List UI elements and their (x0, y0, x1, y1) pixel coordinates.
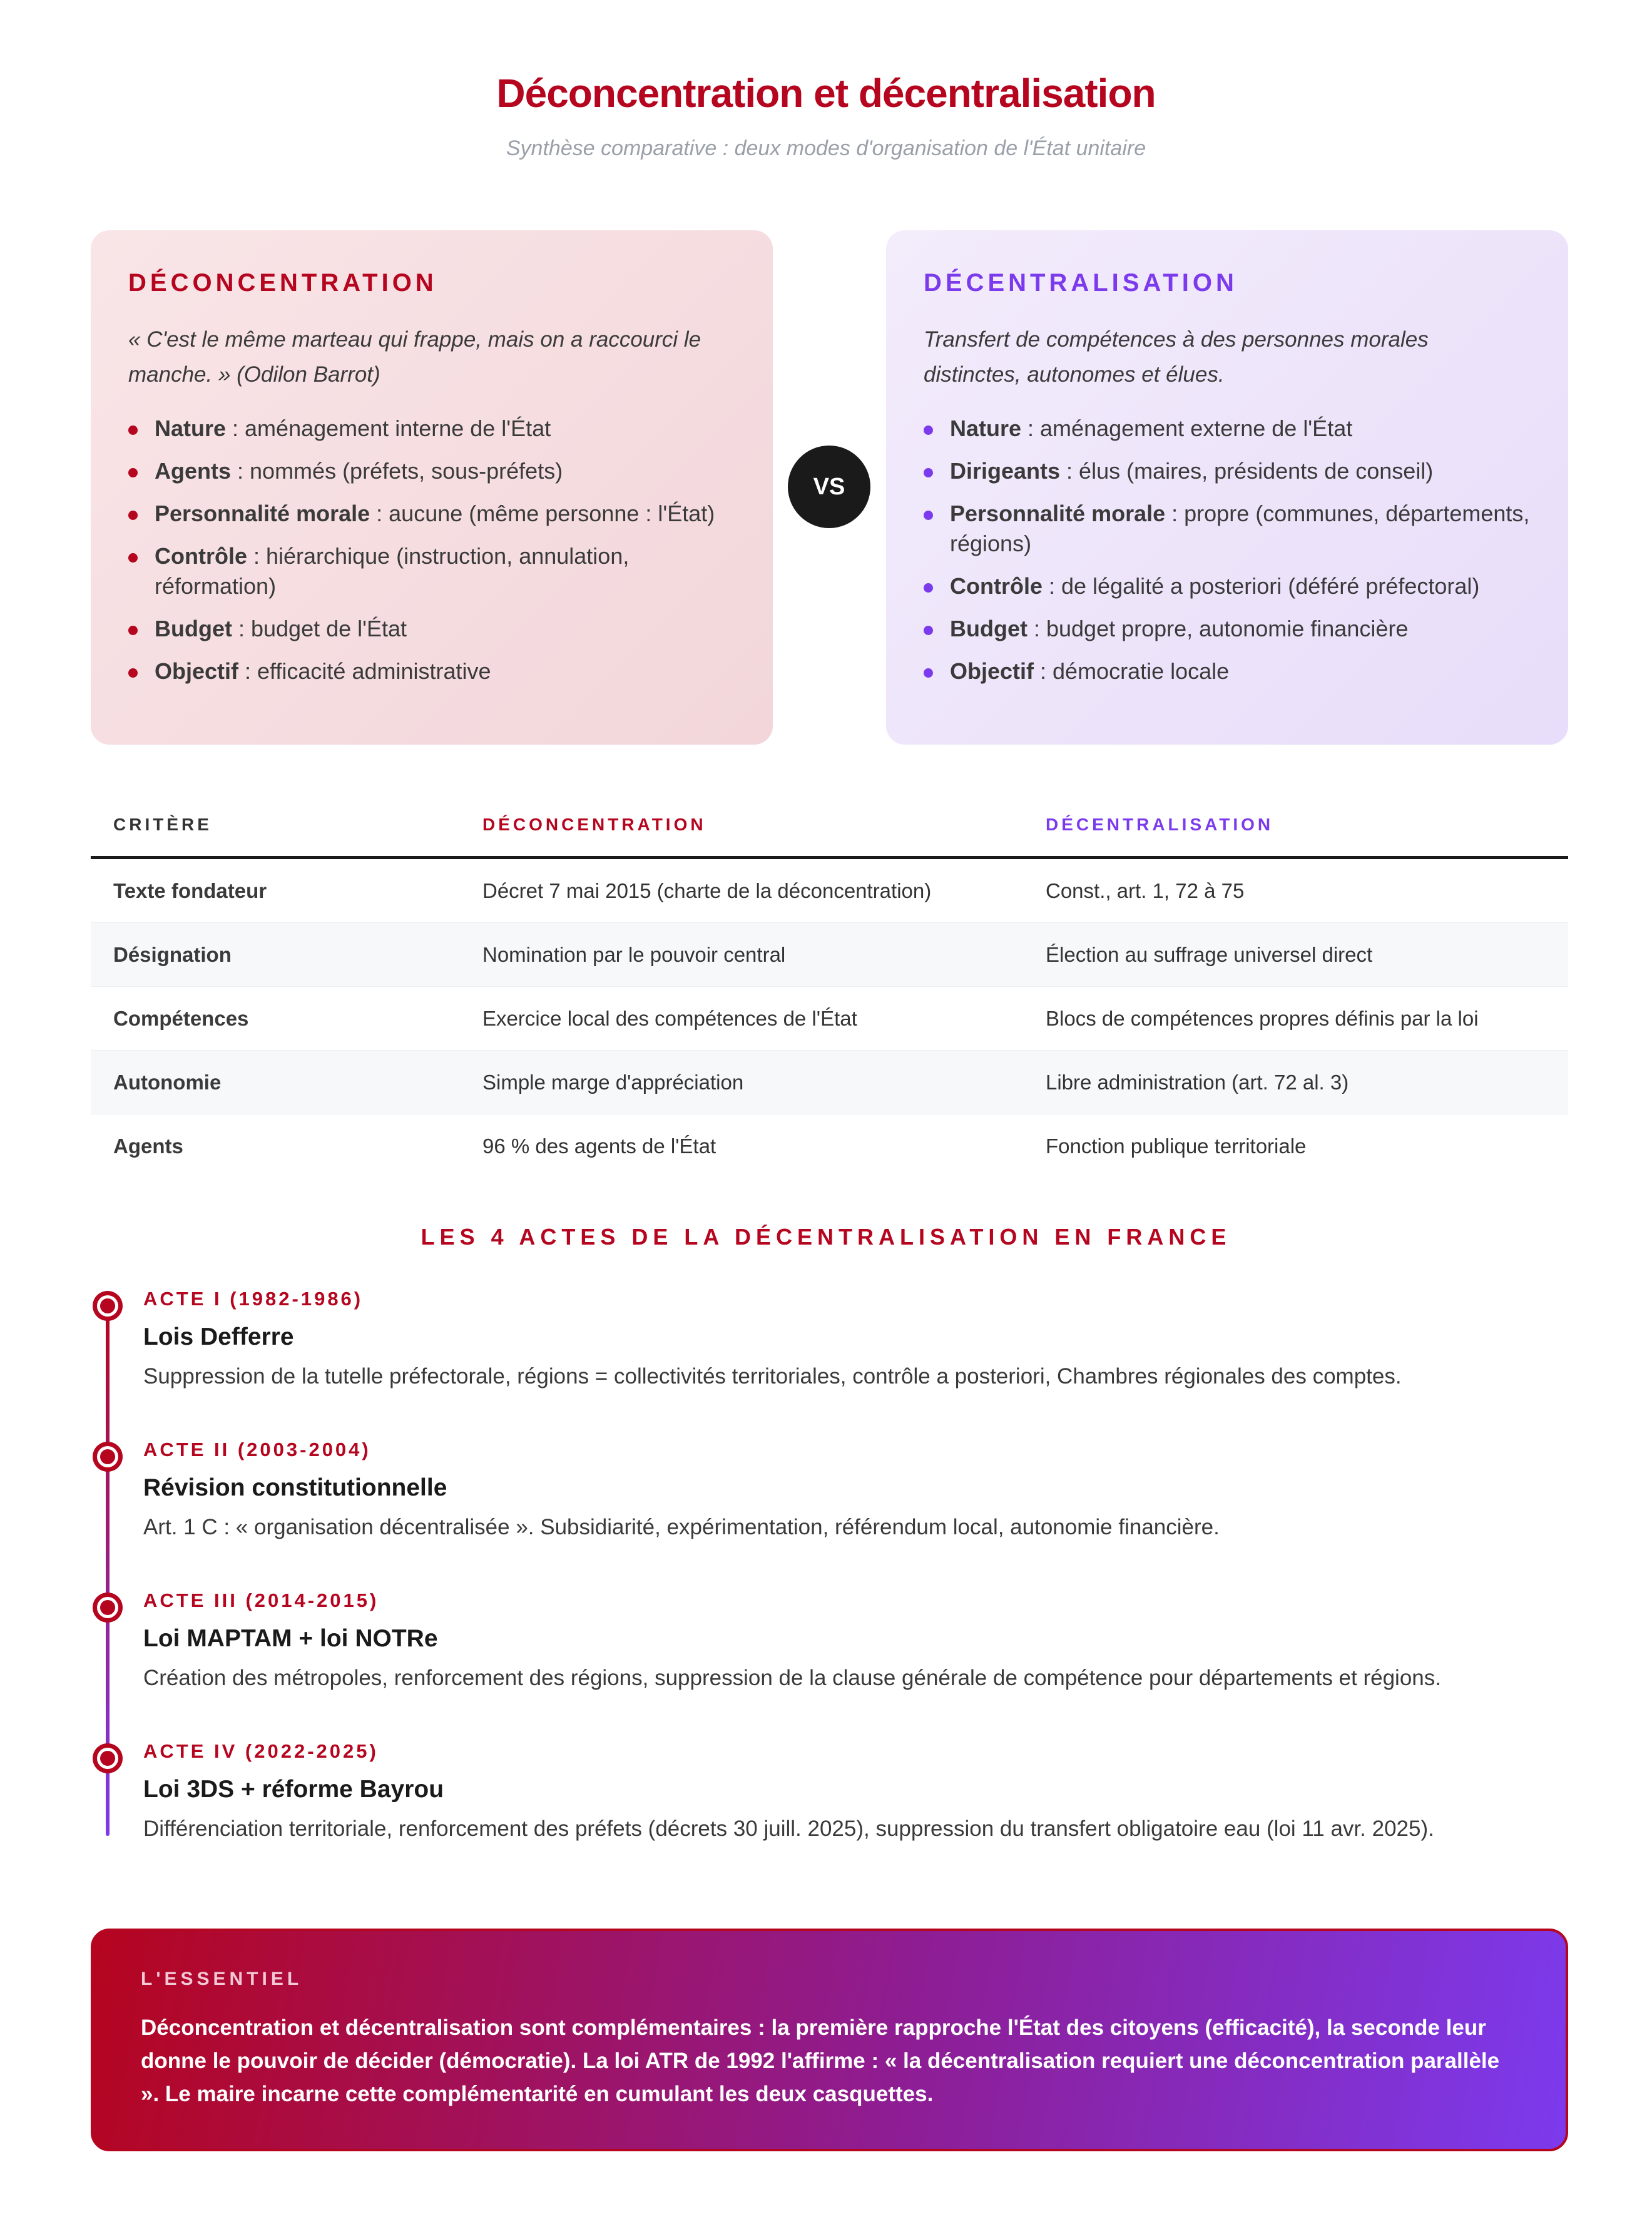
table-cell: Libre administration (art. 72 al. 3) (1046, 1070, 1349, 1094)
timeline-node-icon (93, 1291, 123, 1321)
card-heading: DÉCONCENTRATION (128, 269, 437, 297)
list-item: Objectif : efficacité administrative (128, 656, 735, 686)
table-cell: 96 % des agents de l'État (482, 1134, 716, 1158)
list-item: Nature : aménagement interne de l'État (128, 414, 735, 444)
table-cell: Texte fondateur (113, 879, 267, 902)
list-item: Contrôle : de légalité a posteriori (déféré préfectoral) (924, 571, 1531, 601)
list-item: Objectif : démocratie locale (924, 656, 1531, 686)
bullet-icon (128, 426, 138, 435)
bullet-icon (128, 468, 138, 477)
bullet-icon (128, 553, 138, 563)
table-row (91, 859, 1568, 923)
table-cell: Élection au suffrage universel direct (1046, 942, 1373, 966)
card-list (924, 414, 1531, 686)
table-row (91, 1114, 1568, 1178)
timeline-act (143, 1287, 1583, 1392)
act-description: Suppression de la tutelle préfectorale, régions = collectivités territoriales, contrôle a posteriori, Chambres régionales des comptes. (143, 1364, 1402, 1389)
act-description: Art. 1 C : « organisation décentralisée ». Subsidiarité, expérimentation, référendum local, autonomie financière. (143, 1515, 1220, 1539)
list-item: Nature : aménagement externe de l'État (924, 414, 1531, 444)
card-list (128, 414, 735, 686)
vs-badge: VS (788, 446, 870, 528)
card-heading: DÉCENTRALISATION (924, 269, 1238, 297)
bullet-icon (128, 626, 138, 635)
table-header (91, 793, 1568, 859)
bullet-icon (924, 626, 933, 635)
table-cell: Simple marge d'appréciation (482, 1070, 744, 1094)
list-item: Budget : budget propre, autonomie financière (924, 614, 1531, 644)
column-header: DÉCENTRALISATION (1046, 815, 1274, 834)
timeline-node-icon (93, 1743, 123, 1773)
table-cell: Agents (113, 1134, 183, 1158)
table-cell: Blocs de compétences propres définis par la loi (1046, 1006, 1479, 1030)
bullet-icon (924, 426, 933, 435)
table-cell: Désignation (113, 942, 232, 966)
bullet-icon (128, 511, 138, 520)
table-cell: Exercice local des compétences de l'État (482, 1006, 857, 1030)
act-name: Loi MAPTAM + loi NOTRe (143, 1625, 438, 1652)
card-quote: « C'est le même marteau qui frappe, mais on a raccourci le manche. » (Odilon Barrot) (128, 327, 701, 387)
essentiel-heading: L'ESSENTIEL (141, 1969, 303, 1989)
table-row (91, 1051, 1568, 1114)
list-item: Personnalité morale : aucune (même personne : l'État) (128, 499, 735, 529)
timeline-act (143, 1588, 1583, 1693)
table-row (91, 923, 1568, 987)
bullet-icon (924, 668, 933, 678)
bullet-icon (924, 511, 933, 520)
column-header: CRITÈRE (113, 815, 212, 834)
card-quote: Transfert de compétences à des personnes morales distinctes, autonomes et élues. (924, 327, 1429, 387)
table-cell: Nomination par le pouvoir central (482, 942, 786, 966)
table-cell: Const., art. 1, 72 à 75 (1046, 879, 1245, 902)
card-deconcentration (91, 230, 773, 745)
act-description: Création des métropoles, renforcement des régions, suppression de la clause générale de compétence pour départements et régions. (143, 1666, 1441, 1690)
table-cell: Autonomie (113, 1070, 222, 1094)
timeline-node-icon (93, 1442, 123, 1472)
list-item: Dirigeants : élus (maires, présidents de conseil) (924, 456, 1531, 486)
act-name: Révision constitutionnelle (143, 1474, 447, 1501)
act-name: Loi 3DS + réforme Bayrou (143, 1776, 444, 1803)
act-name: Lois Defferre (143, 1323, 294, 1350)
act-date: ACTE II (2003-2004) (143, 1439, 371, 1460)
page-subtitle: Synthèse comparative : deux modes d'organisation de l'État unitaire (506, 136, 1146, 160)
bullet-icon (128, 668, 138, 678)
timeline-title: LES 4 ACTES DE LA DÉCENTRALISATION EN FRANCE (421, 1224, 1231, 1250)
list-item: Personnalité morale : propre (communes, départements, régions) (924, 499, 1531, 559)
comparison-table (91, 793, 1568, 1178)
table-cell: Fonction publique territoriale (1046, 1134, 1307, 1158)
list-item: Contrôle : hiérarchique (instruction, annulation, réformation) (128, 541, 735, 601)
act-description: Différenciation territoriale, renforcement des préfets (décrets 30 juill. 2025), suppression du transfert obligatoire eau (loi 11 avr. 2025). (143, 1817, 1434, 1841)
essentiel-box (91, 1929, 1568, 2151)
table-cell: Décret 7 mai 2015 (charte de la déconcentration) (482, 879, 932, 902)
timeline-node-icon (93, 1593, 123, 1623)
timeline-act (143, 1739, 1583, 1844)
column-header: DÉCONCENTRATION (482, 815, 706, 834)
table-row (91, 987, 1568, 1051)
act-date: ACTE I (1982-1986) (143, 1288, 364, 1310)
list-item: Budget : budget de l'État (128, 614, 735, 644)
act-date: ACTE III (2014-2015) (143, 1589, 379, 1611)
table-cell: Compétences (113, 1006, 249, 1030)
bullet-icon (924, 583, 933, 593)
card-decentralisation (886, 230, 1568, 745)
timeline-act (143, 1437, 1583, 1542)
essentiel-text: Déconcentration et décentralisation sont complémentaires : la première rapproche l'État des citoyens (efficacité), la seconde leur donne le pouvoir de décider (démocratie). La loi ATR de 1992 l'affirme : « la décentralisation requiert une déconcentration parallèle ». Le maire incarne cette complémentarité en cumulant les deux casquettes. (141, 2016, 1500, 2106)
page-title: Déconcentration et décentralisation (496, 71, 1156, 116)
list-item: Agents : nommés (préfets, sous-préfets) (128, 456, 735, 486)
act-date: ACTE IV (2022-2025) (143, 1740, 379, 1762)
bullet-icon (924, 468, 933, 477)
